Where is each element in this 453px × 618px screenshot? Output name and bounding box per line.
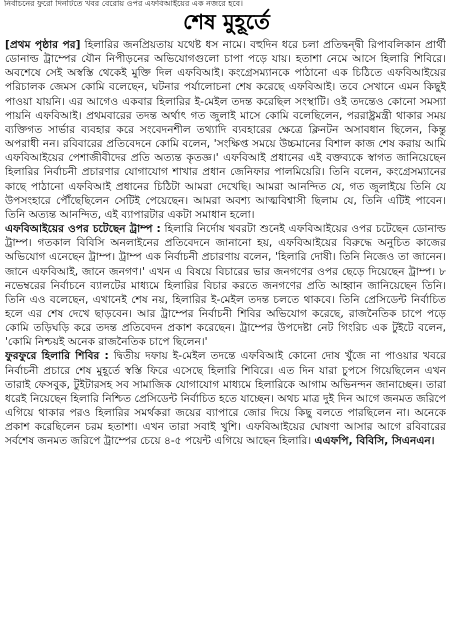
continuation-tag: [প্রথম পৃষ্ঠার পর] [5, 39, 81, 51]
previous-article-tail: নির্বাচনের ফুরো দিনটিতে খবর বেরোয় ওপর এফবিআইয়ের এক নজরে হবে। [4, 0, 243, 7]
paragraph-trump [5, 222, 446, 349]
article-body [5, 38, 446, 616]
subheading-hillary-camp: ফুরফুরে হিলারি শিবির : [5, 350, 109, 363]
paragraph-hillary-camp-text: দ্বিতীয় দফায় ই-মেইল তদন্তে এফবিআই কোনো দোষ খুঁজে না পাওয়ার খবরে নির্বাচনী প্রচারে শেষ মুহূর্তে স্বস্তি ফিরে এসেছে হিলারি শিবিরে। এত দিন যারা চুপসে গিয়েছিলেন এখন তারাই ফেসবুক, টুইটারসহ সব সামাজিক যোগাযোগ মাধ্যমে হিলারিকে আগাম অভিনন্দন জানাচ্ছেন। তারা ধরেই নিয়েছেন হিলারি নিশ্চিত প্রেসিডেন্ট নির্বাচিত হতে যাচ্ছেন। অথচ মাত্র দুই দিন আগে জনমত জরিপে এগিয়ে থাকার পরও হিলারির সমর্থকরা জয়ের ব্যাপারে জোর দিয়ে কিছু বলতে পারছিলেন না। অনেকে প্রকাশ করেছিলেন চরম হতাশা। এখন তারা সবাই খুশি। এফবিআইয়ের ঘোষণা আসার আগে রবিবারের সর্বশেষ জনমত জরিপে ট্রাম্পের চেয়ে ৪-৫ পয়েন্ট এগিয়ে আছেন হিলারি। [5, 350, 446, 448]
paragraph-trump-text: হিলারি নির্দোষ খবরটা শুনেই এফবিআইয়ের ওপর চটেছেন ডোনাল্ড ট্রাম্প। গতকাল বিবিসি অনলাইনের প্রতিবেদনে জানানো হয়, এফবিআইয়ের বিরুদ্ধে অনুচিত কাজের অভিযোগ এনেছেন ট্রাম্প। ট্রাম্প এক নির্বাচনী প্রচারণায় বলেন, 'হিলারি দোষী। তিনি নিজেও তা জানেন। জানে এফবিআই, জানে জনগণ।' এখন এ বিষয়ে বিচারের ভার জনগণের ওপর ছেড়ে দিয়েছেন ট্রাম্প। ৮ নভেম্বরের নির্বাচনে ব্যালটের মাধ্যমে হিলারির বিচার করতে জনগণের প্রতি আহ্বান জানিয়েছেন তিনি। তিনি এও বলেছেন, এখানেই শেষ নয়, হিলারির ই-মেইল তদন্ত চলতে থাকবে। তিনি প্রেসিডেন্ট নির্বাচিত হলে এর শেষ দেখে ছাড়বেন। আর ট্রাম্পের নির্বাচনী শিবির অভিযোগ করেছে, রাজনৈতিক চাপে পড়ে কোমি তড়িঘড়ি করে তদন্ত প্রতিবেদন প্রকাশ করেছেন। ট্রাম্পের উপদেষ্টা নেট গিংরিচ এক টুইটে বলেন, 'কোমি নিশ্চয়ই অনেক রাজনৈতিক চাপে ছিলেন।' [5, 223, 446, 349]
paragraph-intro [5, 38, 446, 222]
source-credit: এএফপি, বিবিসি, সিএনএন। [314, 435, 435, 448]
paragraph-hillary-camp [5, 349, 446, 448]
paragraph-intro-text: হিলারির জনপ্রিয়তায় যথেষ্ট ধস নামে। বহুদিন ধরে চলা প্রতিদ্বন্দ্বী রিপাবলিকান প্রার্থী ডোনাল্ড ট্রাম্পের যৌন নিপীড়নের অভিযোগগুলো চাপা পড়ে যায়। হতাশা নেমে আসে হিলারি শিবিরে। অবশেষে সেই অস্বস্তি থেকেই মুক্তি দিল এফবিআই। কংগ্রেসম্যানকে পাঠানো এক চিঠিতে এফবিআইয়ের পরিচালক জেমস কোমি বলেছেন, ঘটনার পর্যালোচনা শেষ করেছে এফবিআই। তবে সেখানে এমন কিছুই পাওয়া যায়নি। এর আগেও একবার হিলারির ই-মেইল তদন্ত করেছিল সংস্থাটি। ওই তদন্তেও কোনো সমস্যা পায়নি এফবিআই। প্রথমবারের তদন্ত অর্থাৎ গত জুলাই মাসে কোমি বলেছিলেন, পররাষ্ট্রমন্ত্রী থাকার সময় ব্যক্তিগত সার্ভার ব্যবহার করে সংবেদনশীল তথ্যাদি ব্যবহারের ক্ষেত্রে ক্লিনটন অসাবধান ছিলেন, কিন্তু অপরাধী নন। রবিবারের প্রতিবেদনে কোমি বলেন, 'সংক্ষিপ্ত সময়ে উচ্চমানের বিশাল কাজ শেষ করায় আমি এফবিআইয়ের পেশাজীবীদের প্রতি অত্যন্ত কৃতজ্ঞ।' এফবিআই প্রধানের এই বক্তব্যকে স্বাগত জানিয়েছেন হিলারির নির্বাচনী প্রচারণার যোগাযোগ শাখার প্রধান জেনিফার পালমিয়েরি। তিনি বলেন, কংগ্রেসম্যানের কাছে পাঠানো এফবিআই প্রধানের চিঠিটা আমরা দেখেছি। আমরা আনন্দিত যে, গত জুলাইয়ে তিনি যে উপসংহারে পৌঁছেছিলেন সেটিই পেয়েছেন। আমরা অবশ্য আত্মবিশ্বাসী ছিলাম যে, তিনি এটিই পাবেন। তিনি অত্যন্ত আনন্দিত, এই ব্যাপারটার একটা সমাধান হলো। [5, 39, 446, 221]
article-headline: শেষ মুহূর্তে [183, 10, 270, 34]
subheading-trump: এফবিআইয়ের ওপর চটেছেন ট্রাম্প : [5, 223, 161, 236]
